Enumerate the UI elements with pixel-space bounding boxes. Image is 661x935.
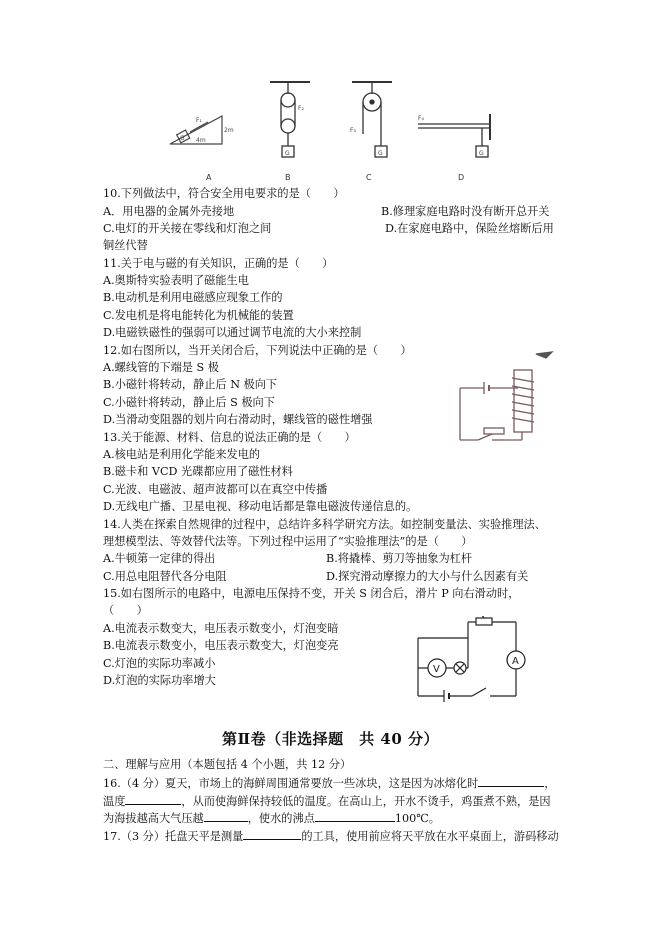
q13-option-c: C.光波、电磁波、超声波都可以在真空中传播 [103,483,328,496]
section-ii-subtitle: 二、理解与应用（本题包括 4 个小题，共 12 分） [103,758,352,771]
voltmeter-label: V [433,664,440,675]
q12-option-c: C.小磁针将转动，静止后 S 极向下 [103,396,275,409]
q10-option-c: C.电灯的开关接在零线和灯泡之间 [103,222,272,235]
figure-b-pulley-block [270,82,310,157]
q14-option-b: B.将撬棒、剪刀等抽象为杠杆 [326,552,473,565]
ammeter-label: A [512,656,519,667]
figure-label-b: B [285,173,291,182]
figure-a-g: G [180,135,185,142]
q17-blank-1[interactable] [243,828,301,840]
figure-c-fixed-pulley [352,82,392,157]
q16-blank-4[interactable] [315,810,395,822]
q15-stem-line1: 15.如右图所示的电路中，电源电压保持不变，开关 S 闭合后，滑片 P 向右滑动时， [103,587,520,600]
figure-b-force: F₂ [298,105,304,112]
q16-blank-1[interactable] [478,775,544,787]
q16-line3-end: 100℃。 [394,812,440,825]
q15-option-c: C.灯泡的实际功率减小 [103,657,216,670]
q15-option-b: B.电流表示数变小，电压表示数变大，灯泡变亮 [103,639,339,652]
q17-line1-start: 17.（3 分）托盘天平是测量 [103,830,244,843]
q15-stem-line2: （ ） [103,604,148,617]
q14-option-a: A.牛顿第一定律的得出 [103,552,216,565]
q11-option-d: D.电磁铁磁性的强弱可以通过调节电流的大小来控制 [103,326,362,339]
q13-option-a: A.核电站是利用化学能来发电的 [103,448,261,461]
q11-option-a: A.奥斯特实验表明了磁能生电 [103,274,249,287]
q12-stem: 12.如右图所以，当开关闭合后，下列说法中正确的是（ ） [103,344,412,357]
figure-a-force: F₁ [196,117,202,124]
q12-option-a: A.螺线管的下端是 S 极 [103,361,219,374]
q16-line3 [103,810,440,826]
q14-stem-line2: 理想模型法、等效替代法等。下列过程中运用了“实验推理法”的是（ ） [103,535,473,548]
figure-circuit-meters [410,616,530,704]
q10-option-b: B.修理家庭电路时没有断开总开关 [381,205,550,218]
figure-a-height: 2m [224,127,234,134]
figure-d-g: G [479,150,484,157]
q15-option-a: A.电流表示数变大，电压表示数变小，灯泡变暗 [103,622,339,635]
q14-option-d: D.探究滑动摩擦力的大小与什么因素有关 [326,570,529,583]
figure-label-c: C [366,173,372,182]
q17-line1-rest: 的工具，使用前应将天平放在水平桌面上，游码移动 [301,830,559,843]
q11-stem: 11.关于电与磁的有关知识，正确的是（ ） [103,257,334,270]
figure-b-g: G [285,150,290,157]
q13-option-b: B.磁卡和 VCD 光碟都应用了磁性材料 [103,465,293,478]
q14-option-c: C.用总电阻替代各分电阻 [103,570,227,583]
section-ii-title: 第Ⅱ卷（非选择题 共 40 分） [222,730,439,748]
q10-stem: 10.下列做法中，符合安全用电要求的是（ ） [103,187,345,200]
q16-line2-rest: ，从而使海鲜保持较低的温度。在高山上，开水不烫手，鸡蛋煮不熟，是因 [181,795,551,808]
q16-line1-text: 16.（4 分）夏天，市场上的海鲜周围通常要放一些冰块，这是因为冰熔化时 [103,777,479,790]
figure-c-force: F₃ [350,127,356,134]
q16-line2 [103,793,551,809]
figure-c-g: G [378,150,383,157]
q15-option-d: D.灯泡的实际功率增大 [103,674,216,687]
q12-option-d: D.当滑动变阻器的划片向右滑动时，螺线管的磁性增强 [103,413,373,426]
q16-line2-start: 温度 [103,795,126,808]
figure-d-force: F₄ [418,115,424,122]
q13-option-d: D.无线电广播、卫星电视、移动电话都是靠电磁波传递信息的。 [103,500,418,513]
figure-a-length: 4m [196,137,206,144]
figure-label-a: A [206,173,212,182]
q10-option-a: A．用电器的金属外壳接地 [103,205,235,218]
figure-solenoid-circuit [448,348,558,456]
figure-label-d: D [458,173,465,182]
q16-blank-2[interactable] [125,793,181,805]
q16-line1 [103,775,555,791]
q16-line3-mid: ，使水的沸点 [247,812,315,825]
q16-blank-3[interactable] [204,810,248,822]
q10-option-d: D.在家庭电路中，保险丝熔断后用 [385,222,554,235]
q14-stem-line1: 14.人类在探索自然规律的过程中，总结许多科学研究方法。如控制变量法、实验推理法、 [103,518,546,531]
q17-line1 [103,828,559,844]
q16-line3-start: 为海拔越高大气压越 [103,812,204,825]
q12-option-b: B.小磁针将转动，静止后 N 极向下 [103,378,278,391]
figure-simple-machines [160,80,520,186]
q13-stem: 13.关于能源、材料、信息的说法正确的是（ ） [103,431,356,444]
q11-option-b: B.电动机是利用电磁感应现象工作的 [103,291,283,304]
q16-line1-end: ， [544,777,556,790]
q11-option-c: C.发电机是将电能转化为机械能的装置 [103,309,294,322]
q10-option-d-cont: 铜丝代替 [103,239,148,252]
